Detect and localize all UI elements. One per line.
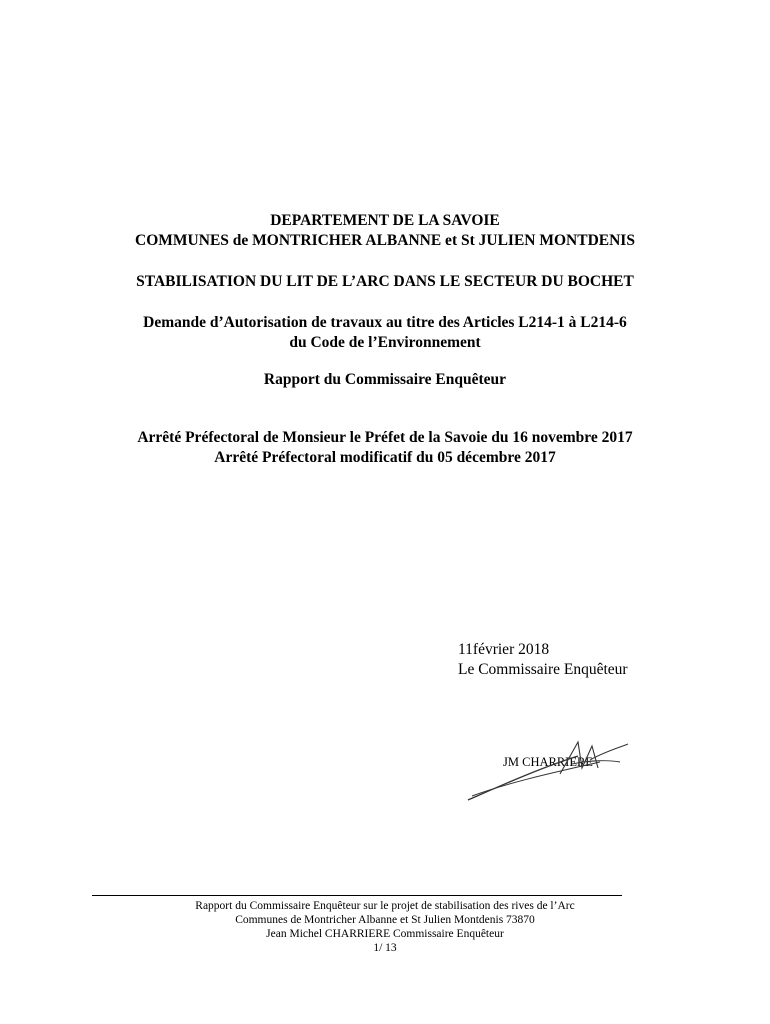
decree-line-1: Arrêté Préfectoral de Monsieur le Préfet de la Savoie du 16 novembre 2017 — [137, 429, 633, 446]
footer-divider — [92, 895, 622, 896]
request-line-1: Demande d’Autorisation de travaux au titre des Articles L214-1 à L214-6 — [143, 314, 627, 331]
signature-name: JM CHARRIERE — [503, 755, 593, 769]
sign-off-block — [458, 640, 628, 680]
handwritten-signature — [460, 738, 630, 806]
request-line-2: du Code de l’Environnement — [289, 334, 481, 351]
department-line: DEPARTEMENT DE LA SAVOIE — [270, 212, 500, 229]
decrees-block — [0, 428, 770, 468]
footer-line-1: Rapport du Commissaire Enquêteur sur le projet de stabilisation des rives de l’Arc — [195, 900, 575, 912]
report-title — [0, 370, 770, 390]
page-number: 1/ 13 — [373, 942, 397, 954]
report-title-text: Rapport du Commissaire Enquêteur — [263, 371, 507, 388]
department-header — [0, 211, 770, 251]
authorization-request — [0, 313, 770, 353]
footer-line-2: Communes de Montricher Albanne et St Julien Montdenis 73870 — [235, 914, 535, 926]
project-title-text: STABILISATION DU LIT DE L’ARC DANS LE SECTEUR DU BOCHET — [136, 273, 634, 290]
decree-line-2: Arrêté Préfectoral modificatif du 05 décembre 2017 — [214, 449, 556, 466]
project-title — [0, 272, 770, 292]
footer-line-3: Jean Michel CHARRIERE Commissaire Enquêteur — [266, 928, 504, 940]
communes-line: COMMUNES de MONTRICHER ALBANNE et St JULIEN MONTDENIS — [135, 232, 635, 249]
page-footer — [0, 899, 770, 955]
sign-off-date: 11février 2018 — [458, 641, 550, 658]
sign-off-role: Le Commissaire Enquêteur — [458, 661, 628, 678]
